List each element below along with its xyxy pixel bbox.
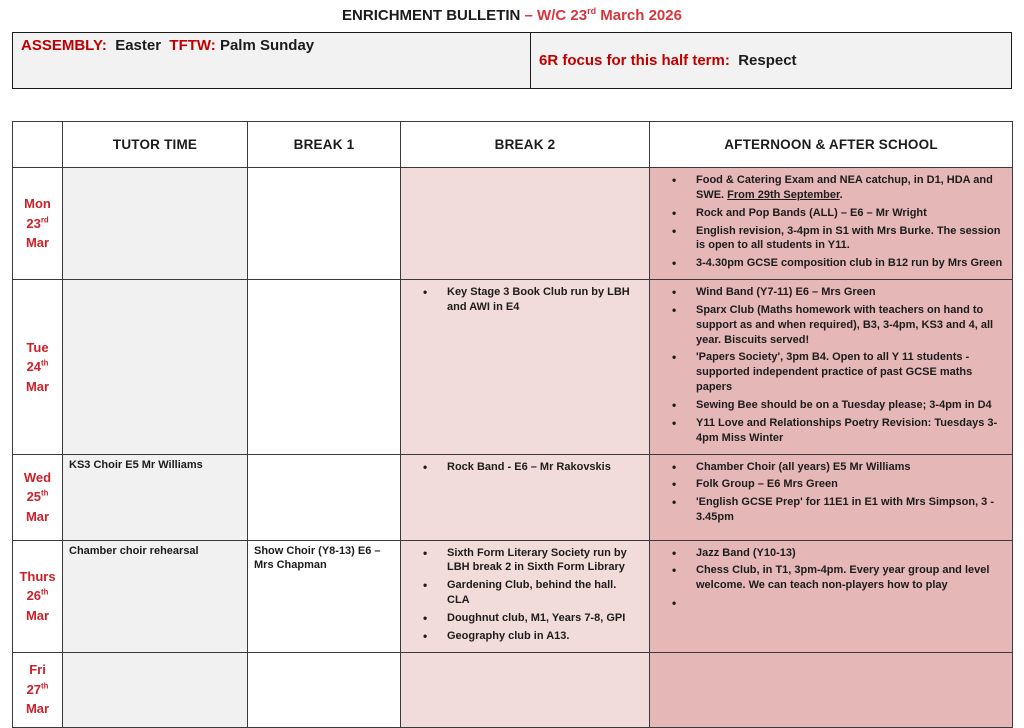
afternoon-list bbox=[650, 460, 1012, 528]
tftw-label: TFTW: bbox=[165, 37, 216, 54]
tutor-time-cell bbox=[63, 454, 248, 540]
title-ordinal: rd bbox=[587, 6, 597, 16]
page-title bbox=[0, 0, 1024, 25]
schedule-header bbox=[13, 122, 1013, 168]
day-month: Mar bbox=[25, 508, 50, 524]
bullet-item bbox=[401, 460, 649, 478]
bullet-text: Rock and Pop Bands (ALL) – E6 – Mr Wright bbox=[696, 206, 927, 219]
day-label bbox=[13, 454, 63, 540]
date-ordinal: th bbox=[41, 488, 49, 498]
header-break1: BREAK 1 bbox=[248, 122, 401, 168]
date-number: 26 bbox=[26, 588, 42, 604]
afternoon-cell bbox=[650, 540, 1013, 652]
bullet-item bbox=[401, 285, 649, 318]
afternoon-cell bbox=[650, 454, 1013, 540]
day-month: Mar bbox=[25, 701, 50, 717]
bullet-item bbox=[650, 285, 1012, 303]
bullet-text: Chess Club, in T1, 3pm-4pm. Every year group and level welcome. We can teach non-players how to play bbox=[696, 564, 990, 592]
header-tutor-time: TUTOR TIME bbox=[63, 122, 248, 168]
bullet-item bbox=[650, 546, 1012, 564]
bullet-text: Food & Catering Exam and NEA catchup, in D1, HDA and SWE. bbox=[696, 174, 993, 201]
bullet-item bbox=[650, 416, 1012, 449]
bullet-text: Key Stage 3 Book Club run by LBH and AWI in E4 bbox=[447, 286, 630, 313]
assembly-label: ASSEMBLY: bbox=[21, 37, 107, 54]
date-number: 27 bbox=[26, 681, 42, 697]
bullet-text: 'English GCSE Prep' for 11E1 in E1 with Mrs Simpson, 3 - 3.45pm bbox=[696, 496, 995, 524]
underlined-text: From 29th September bbox=[727, 188, 840, 201]
assembly-value: Easter bbox=[106, 37, 166, 54]
break2-list bbox=[401, 546, 649, 647]
bullet-text: Folk Group – E6 Mrs Green bbox=[696, 478, 838, 491]
break1-text: Show Choir (Y8-13) E6 – Mrs Chapman bbox=[254, 544, 381, 572]
bullet-item bbox=[401, 611, 649, 629]
tutor-time-cell bbox=[63, 168, 248, 280]
date-ordinal: th bbox=[41, 587, 49, 597]
bullet-text: Sparx Club (Maths homework with teachers on hand to support as and when required), B3, 3-4pm, KS3 and 4, all year. Biscuits served! bbox=[696, 303, 994, 346]
bullet-text: Doughnut club, M1, Years 7-8, GPI bbox=[447, 611, 626, 624]
focus-cell bbox=[531, 33, 1011, 88]
bullet-text: Wind Band (Y7-11) E6 – Mrs Green bbox=[696, 286, 876, 299]
date-ordinal: th bbox=[41, 358, 49, 368]
assembly-cell bbox=[13, 33, 531, 88]
day-label bbox=[13, 652, 63, 727]
day-name: Thurs bbox=[19, 568, 56, 584]
bullet-item bbox=[650, 303, 1012, 351]
focus-label: 6R focus for this half term: bbox=[539, 52, 730, 69]
bullet-item bbox=[650, 206, 1012, 224]
day-name: Mon bbox=[24, 196, 51, 212]
bullet-text: Sewing Bee should be on a Tuesday please; 3-4pm in D4 bbox=[696, 398, 992, 411]
day-name: Tue bbox=[26, 339, 49, 355]
tutor-time-cell bbox=[63, 652, 248, 727]
bullet-item bbox=[401, 629, 649, 647]
break2-cell bbox=[401, 280, 650, 454]
table-row bbox=[13, 540, 1013, 652]
afternoon-cell bbox=[650, 280, 1013, 454]
table-row bbox=[13, 652, 1013, 727]
bullet-item bbox=[650, 173, 1012, 206]
break2-list bbox=[401, 460, 649, 478]
day-month: Mar bbox=[25, 607, 50, 623]
date-number: 24 bbox=[26, 359, 42, 375]
table-row bbox=[13, 280, 1013, 454]
bullet-text: 3-4.30pm GCSE composition club in B12 run by Mrs Green bbox=[696, 257, 1003, 270]
header-day bbox=[13, 122, 63, 168]
day-label bbox=[13, 280, 63, 454]
date-ordinal: th bbox=[41, 681, 49, 691]
day-date bbox=[13, 586, 62, 606]
day-label bbox=[13, 540, 63, 652]
bullet-text: . bbox=[839, 188, 843, 201]
bullet-text: English revision, 3-4pm in S1 with Mrs Burke. The session is open to all students in Y11. bbox=[696, 224, 1001, 252]
date-ordinal: rd bbox=[40, 215, 49, 225]
date-number: 25 bbox=[26, 489, 42, 505]
tutor-time-text: KS3 Choir E5 Mr Williams bbox=[69, 458, 203, 471]
day-month: Mar bbox=[25, 378, 50, 394]
day-name: Fri bbox=[29, 662, 46, 678]
tutor-time-text: Chamber choir rehearsal bbox=[69, 544, 199, 557]
bullet-item bbox=[650, 460, 1012, 478]
afternoon-list bbox=[650, 285, 1012, 448]
day-date bbox=[13, 357, 62, 377]
tutor-time-cell bbox=[63, 540, 248, 652]
break1-cell bbox=[248, 280, 401, 454]
day-label bbox=[13, 168, 63, 280]
bullet-item bbox=[650, 596, 1012, 608]
focus-value: Respect bbox=[729, 52, 797, 69]
afternoon-list bbox=[650, 546, 1012, 609]
bullet-text: Chamber Choir (all years) E5 Mr Williams bbox=[696, 460, 911, 473]
bullet-text: Y11 Love and Relationships Poetry Revision: Tuesdays 3-4pm Miss Winter bbox=[696, 416, 998, 444]
afternoon-cell bbox=[650, 168, 1013, 280]
afternoon-cell bbox=[650, 652, 1013, 727]
afternoon-list bbox=[650, 173, 1012, 274]
day-name: Wed bbox=[23, 469, 52, 485]
table-row bbox=[13, 168, 1013, 280]
tftw-value: Palm Sunday bbox=[215, 37, 315, 54]
day-month: Mar bbox=[25, 235, 50, 251]
day-date bbox=[13, 214, 62, 234]
title-date-rest: March 2026 bbox=[596, 7, 682, 24]
table-row bbox=[13, 454, 1013, 540]
break1-cell bbox=[248, 652, 401, 727]
break1-cell bbox=[248, 168, 401, 280]
bullet-item bbox=[650, 350, 1012, 398]
break2-cell bbox=[401, 540, 650, 652]
break2-cell bbox=[401, 168, 650, 280]
bullet-item bbox=[650, 477, 1012, 495]
assembly-banner bbox=[12, 32, 1012, 89]
bullet-item bbox=[650, 563, 1012, 596]
bullet-item bbox=[650, 495, 1012, 528]
header-afternoon: AFTERNOON & AFTER SCHOOL bbox=[650, 122, 1013, 168]
bullet-text: Rock Band - E6 – Mr Rakovskis bbox=[447, 460, 611, 473]
bullet-text: Sixth Form Literary Society run by LBH break 2 in Sixth Form Library bbox=[447, 546, 627, 574]
break2-list bbox=[401, 285, 649, 318]
focus-text bbox=[539, 52, 797, 69]
date-number: 23 bbox=[26, 215, 41, 231]
bullet-item bbox=[650, 256, 1012, 274]
title-main: ENRICHMENT BULLETIN bbox=[342, 7, 525, 24]
bullet-item bbox=[650, 224, 1012, 257]
bullet-text: Geography club in A13. bbox=[447, 629, 570, 642]
break1-cell bbox=[248, 454, 401, 540]
bullet-item bbox=[401, 546, 649, 579]
bullet-text: Jazz Band (Y10-13) bbox=[696, 546, 796, 559]
day-date bbox=[13, 487, 62, 507]
day-date bbox=[13, 680, 62, 700]
bullet-item bbox=[650, 398, 1012, 416]
break2-cell bbox=[401, 652, 650, 727]
bullet-item bbox=[401, 578, 649, 611]
break1-cell bbox=[248, 540, 401, 652]
title-week-prefix: – W/C 23 bbox=[524, 7, 588, 24]
bullet-text: Gardening Club, behind the hall. CLA bbox=[447, 579, 617, 607]
tutor-time-cell bbox=[63, 280, 248, 454]
schedule-body bbox=[13, 168, 1013, 728]
schedule-table bbox=[12, 121, 1013, 728]
header-break2: BREAK 2 bbox=[401, 122, 650, 168]
break2-cell bbox=[401, 454, 650, 540]
header-row bbox=[13, 122, 1013, 168]
bullet-text: 'Papers Society', 3pm B4. Open to all Y 11 students - supported independent practice of past GCSE maths papers bbox=[696, 351, 973, 394]
